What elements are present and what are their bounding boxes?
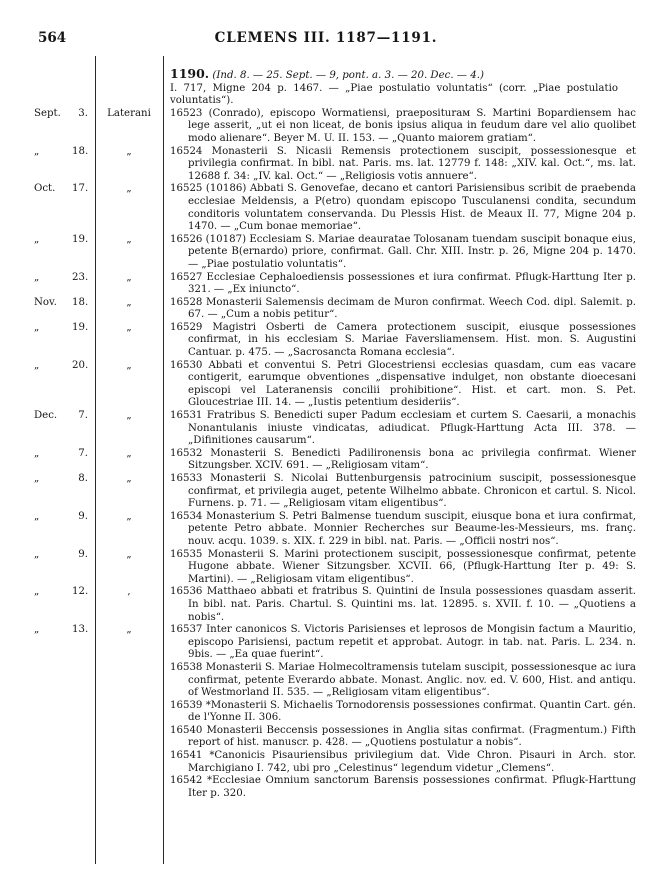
entry-text: 16526 (10187) Ecclesiam S. Mariae deauratae Tolosanam tuendam suscipit bonaque eius, petente B(ernardo) priore, confirmat. Gall. Chr. XIII. Instr. p. 26, Migne 204 p. 1470. — „Piae postulatio voluntatis“. xyxy=(170,233,636,270)
regesta-entry xyxy=(0,322,650,360)
entry-date xyxy=(34,549,92,562)
entry-place: „ xyxy=(126,359,132,371)
entry-text: 16535 Monasterii S. Marini protectionem suscipit, possessionesque confirmat, petente Hugone abbate. Wiener Sitzungsber. XCVII. 66, (Pflugk-Harttung Iter p. 49: S. Martini). — „Religiosam vitam eligentibus“. xyxy=(170,548,636,585)
entry-text xyxy=(170,68,618,108)
entry-day: 7. xyxy=(78,447,88,459)
entry-text: 16538 Monasterii S. Mariae Holmecoltramensis tutelam suscipit, possessionesque ac iura confirmat, petente Everardo abbate. Monast. Anglic. nov. ed. V. 600, Hist. and antiqu. of Westmorland II. 535. — „Religiosam vitam eligentibus“. xyxy=(170,661,636,699)
entry-date xyxy=(34,662,92,675)
entry-text: 16533 Monasterii S. Nicolai Buttenburgensis patrocinium suscipit, possessionesque confirmat, et privilegia auget, petente Wilhelmo abbate. Chronicon et cartul. S. Nicol. Furnens. p. 71. — „Religiosam vitam eligentibus“. xyxy=(170,473,636,510)
entry-date xyxy=(34,234,92,247)
entry-text: 16542 *Ecclesiae Omnium sanctorum Barensis possessiones confirmat. Pflugk-Harttung Iter p. 320. xyxy=(170,775,636,799)
entry-month: „ xyxy=(34,359,40,371)
page-number: 564 xyxy=(38,30,67,46)
regesta-entry xyxy=(0,473,650,511)
entry-day: 18. xyxy=(72,145,89,157)
entry-text: 16537 Inter canonicos S. Victoris Parisienses et leprosos de Mongisin factum a Mauritio, episcopo Parisiensi, pactum repetit et approbat. Autogr. in tab. nat. Paris. L. 234. n. 9bis. — „Ea quae fuerint“. xyxy=(170,624,636,661)
entry-date xyxy=(34,108,92,121)
entry-date xyxy=(34,410,92,423)
regesta-list xyxy=(0,68,650,800)
entry-day: 19. xyxy=(72,233,89,245)
running-title: CLEMENS III. 1187—1191. xyxy=(214,30,438,46)
regesta-entry xyxy=(0,68,650,108)
year-number: 1190. xyxy=(170,66,210,81)
regesta-entry xyxy=(0,183,650,233)
entry-date xyxy=(34,700,92,713)
regesta-entry xyxy=(0,272,650,297)
entry-date xyxy=(34,725,92,738)
entry-date xyxy=(34,775,92,788)
entry-day: 7. xyxy=(78,410,88,422)
entry-place: „ xyxy=(126,548,132,560)
entry-month: Nov. xyxy=(34,296,57,308)
regesta-entry xyxy=(0,775,650,800)
entry-place: „ xyxy=(126,145,132,157)
entry-text: 16536 Matthaeo abbati et fratribus S. Quintini de Insula possessiones quasdam asserit. In bibl. nat. Paris. Chartul. S. Quintini ms. lat. 12895. s. XVII. f. 10. — „Quotiens a nobis“. xyxy=(170,586,636,623)
entry-place: „ xyxy=(126,624,132,636)
entry-text: 16527 Ecclesiae Cephaloediensis possessiones et iura confirmat. Pflugk-Harttung Iter p. 321. — „Ex iniuncto“. xyxy=(170,271,636,296)
regesta-entry xyxy=(0,662,650,700)
entry-day: 19. xyxy=(72,321,89,333)
entry-date xyxy=(34,322,92,335)
entry-date xyxy=(34,360,92,373)
regesta-entry xyxy=(0,700,650,725)
entry-text: 16524 Monasterii S. Nicasii Remensis protectionem suscipit, possessionesque et privilegia confirmat. In bibl. nat. Paris. ms. lat. 12779 f. 148: „XIV. kal. Oct.“, ms. lat. 12688 f. 34: „IV. kal. Oct.“ — „Religiosis votis annuere“. xyxy=(170,145,636,182)
entry-text: 16531 Fratribus S. Benedicti super Padum ecclesiam et curtem S. Caesarii, a monachis Nonantulanis iniuste vindicatas, adiudicat. Pflugk-Harttung Acta III. 378. — „Difinitiones causarum“. xyxy=(170,410,636,447)
entry-day: 17. xyxy=(72,183,89,195)
entry-text: 16525 (10186) Abbati S. Genovefae, decano et cantori Parisiensibus scribit de praebenda ecclesiae Meldensis, a P(etro) quondam episcopo Tusculanensi condita, secundum conditoris voluntatem conservanda. Du Plessis Hist. de Meaux II. 77, Migne 204 p. 1470. — „Cum bonae memoriae“. xyxy=(170,183,636,233)
entry-month: Dec. xyxy=(34,410,58,422)
entry-place: Laterani xyxy=(107,107,151,119)
entry-place: , xyxy=(127,586,131,598)
entry-date xyxy=(34,146,92,159)
entry-text: 16529 Magistri Osberti de Camera protectionem suscipit, eiusque possessiones confirmat, in his ecclesiam S. Mariae Faversliamensem. Hist. mon. S. Augustini Cantuar. p. 475. — „Sacrosancta Romana ecclesia“. xyxy=(170,321,636,359)
entry-month: Oct. xyxy=(34,183,56,195)
entry-place: „ xyxy=(126,447,132,459)
entry-date xyxy=(34,750,92,763)
entry-text: 16534 Monasterium S. Petri Balmense tuendum suscipit, eiusque bona et iura confirmat, petente Petro abbate. Monnier Recherches sur Beaume-les-Messieurs, ms. franç. nouv. acqu. 1039. s. XIX. f. 229 in bibl. nat. Paris. — „Officii nostri nos“. xyxy=(170,510,636,547)
regesta-entry xyxy=(0,586,650,624)
regesta-entry xyxy=(0,410,650,448)
year-indiction-note: (Ind. 8. — 25. Sept. — 9, pont. a. 3. — 20. Dec. — 4.) xyxy=(212,70,484,81)
entry-month: „ xyxy=(34,473,40,484)
entry-date xyxy=(34,511,92,524)
regesta-entry xyxy=(0,549,650,587)
continuation-text: I. 717, Migne 204 p. 1467. — „Piae postulatio voluntatis“ (corr. „Piae postulatio voluntatis“). xyxy=(170,82,618,107)
entry-month: „ xyxy=(34,233,40,245)
regesta-entry xyxy=(0,146,650,184)
regesta-entry xyxy=(0,511,650,549)
entry-text: 16530 Abbati et conventui S. Petri Glocestriensi ecclesias quasdam, cum eas vacare contigerit, earumque obventiones „dispensative indulget, non obstante dioecesani episcopi vel Lateranensis concilii prohibitione“. Hist. et cart. mon. S. Pet. Gloucestriae III. 14. — „Iustis petentium desideriis“. xyxy=(170,359,636,409)
regesta-entry xyxy=(0,360,650,410)
page-header xyxy=(38,30,614,48)
entry-place: „ xyxy=(126,183,132,195)
entry-day: 23. xyxy=(72,271,89,283)
entry-date xyxy=(34,272,92,285)
entry-month: Sept. xyxy=(34,107,61,119)
entry-place: „ xyxy=(126,296,132,308)
regesta-entry xyxy=(0,725,650,750)
entry-text: 16532 Monasterii S. Benedicti Padilironensis bona ac privilegia confirmat. Wiener Sitzungsber. XCIV. 691. — „Religiosam vitam“. xyxy=(170,447,636,472)
entry-day: 18. xyxy=(72,296,89,308)
regesta-entry xyxy=(0,108,650,146)
entry-date xyxy=(34,473,92,486)
entry-text: 16541 *Canonicis Pisauriensibus privilegium dat. Vide Chron. Pisauri in Arch. stor. Marchigiano I. 742, ubi pro „Celestinus“ legendum videtur „Clemens“. xyxy=(170,750,636,774)
entry-place: „ xyxy=(126,233,132,245)
entry-date xyxy=(34,297,92,310)
entry-month: „ xyxy=(34,510,40,522)
entry-place: „ xyxy=(126,510,132,522)
entry-text: 16528 Monasterii Salemensis decimam de Muron confirmat. Weech Cod. dipl. Salemit. p. 67. — „Cum a nobis petitur“. xyxy=(170,296,636,321)
entry-month: „ xyxy=(34,145,40,157)
regesta-entry xyxy=(0,448,650,473)
entry-month: „ xyxy=(34,586,40,598)
entry-day: 3. xyxy=(78,107,88,119)
year-heading xyxy=(170,66,484,81)
entry-month: „ xyxy=(34,624,40,636)
entry-text: 16523 (Conrado), episcopo Wormatiensi, praepositurам S. Martini Bopardiensem hac lege asserit, „ut ei non liceat, de bonis ipsius aliqua in feudum dare vel alio quolibet modo alienare“. Beyer M. U. II. 153. — „Quanto maiorem gratiam“. xyxy=(170,107,636,144)
entry-month: „ xyxy=(34,548,40,560)
regesta-entry xyxy=(0,624,650,662)
regesta-entry xyxy=(0,750,650,775)
entry-month: „ xyxy=(34,271,40,283)
entry-text: 16539 *Monasterii S. Michaelis Tornodorensis possessiones confirmat. Quantin Cart. gén. de l'Yonne II. 306. xyxy=(170,699,636,724)
entry-place: „ xyxy=(126,410,132,422)
entry-place: „ xyxy=(126,321,132,333)
entry-date xyxy=(34,68,92,81)
entry-day: 9. xyxy=(78,548,88,560)
entry-day: 13. xyxy=(72,624,89,636)
regesta-entry xyxy=(0,234,650,272)
entry-date xyxy=(34,624,92,637)
entry-date xyxy=(34,586,92,599)
entry-date xyxy=(34,448,92,461)
entry-day: 8. xyxy=(78,473,88,484)
entry-month: „ xyxy=(34,447,40,459)
regesta-entry xyxy=(0,297,650,322)
entry-text: 16540 Monasterii Beccensis possessiones in Anglia sitas confirmat. (Fragmentum.) Fifth report of hist. manuscr. p. 428. — „Quotiens postulatur a nobis“. xyxy=(170,724,636,749)
entry-place: „ xyxy=(126,473,132,484)
entry-date xyxy=(34,183,92,196)
entry-day: 20. xyxy=(72,359,89,371)
entry-day: 12. xyxy=(72,586,89,598)
entry-place: „ xyxy=(126,271,132,283)
entry-day: 9. xyxy=(78,510,88,522)
entry-month: „ xyxy=(34,321,40,333)
